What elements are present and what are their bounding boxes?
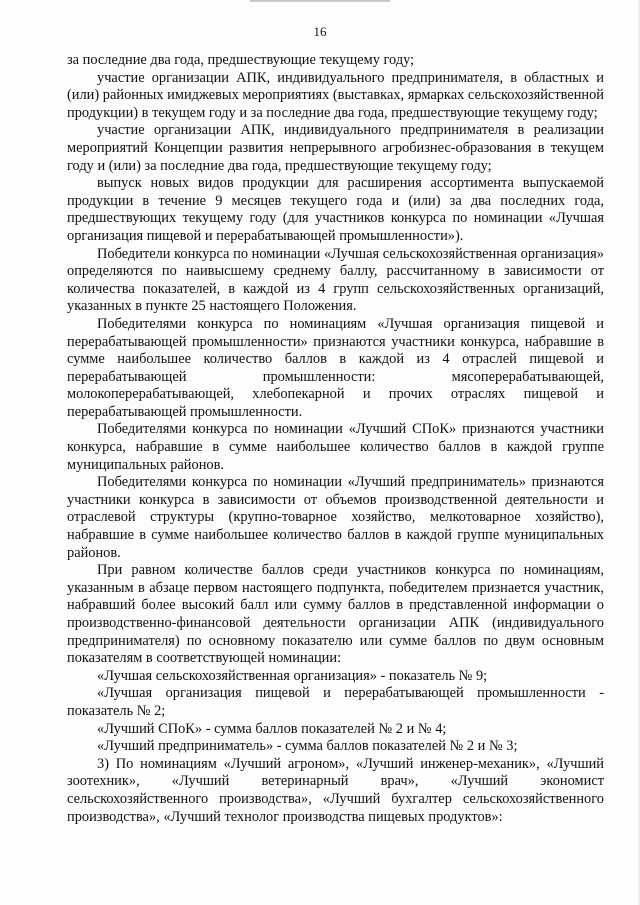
paragraph: «Лучший предприниматель» - сумма баллов показателей № 2 и № 3; — [97, 738, 518, 755]
paragraph: участие организации АПК, индивидуального предпринимателя, в областных и (или) районных имиджевых мероприятиях (выставках, ярмарках сельскохозяйственной продукции) в текущем году и за последние два года, предшествующие текущему году; — [67, 69, 604, 121]
paragraph: Победителями конкурса по номинации «Лучший предприниматель» признаются участники конкурса в зависимости от объемов производственной деятельности и отраслевой структуры (крупно-товарное хозяйство, мелкотоварное хозяйство), набравшие в сумме наибольшее количество баллов в каждой группе муниципальных районов. — [67, 474, 604, 561]
paragraph: «Лучшая сельскохозяйственная организация» - показатель № 9; — [97, 667, 488, 684]
paragraph: При равном количестве баллов среди участников конкурса по номинациям, указанным в абзаце первом настоящего подпункта, победителем признается участник, набравший более высокий балл или сумму баллов в представленной информации о производственно-финансовой деятельности организации АПК (индивидуального предпринимателя) по основному показателю или сумме баллов по двум основным показателям в соответствующей номинации: — [67, 562, 604, 667]
paragraph: 3) По номинациям «Лучший агроном», «Лучший инженер-механик», «Лучший зоотехник», «Лучший ветеринарный врач», «Лучший экономист сельскохозяйственного производства», «Лучший бухгалтер сельскохозяйственного производства», «Лучший технолог производства пищевых продуктов»: — [67, 755, 604, 825]
scan-top-rule — [250, 0, 390, 2]
paragraph: Победителями конкурса по номинации «Лучший СПоК» признаются участники конкурса, набравшие в сумме наибольшее количество баллов в каждой группе муниципальных районов. — [67, 421, 604, 473]
paragraph: выпуск новых видов продукции для расширения ассортимента выпускаемой продукции в течение 9 месяцев текущего года и (или) за два последних года, предшествующих текущему году (для участников конкурса по номинации «Лучшая организация пищевой и перерабатывающей промышленности»). — [67, 175, 604, 244]
paragraph: участие организации АПК, индивидуального предпринимателя в реализации мероприятий Концепции развития непрерывного агробизнес-образования в текущем году и (или) за последние два года, предшествующие текущему году; — [67, 122, 604, 174]
paragraph: Победителями конкурса по номинациям «Лучшая организация пищевой и перерабатывающей промышленности» признаются участники конкурса, набравшие в сумме наибольшее количество баллов в каждой из 4 отраслей пищевой и перерабатывающей промышленности: мясоперерабатывающей, молокоперерабатывающей, хлебопекарной и прочих отраслях пищевой и перерабатывающей промышленности. — [67, 315, 604, 420]
paragraph: «Лучшая организация пищевой и перерабатывающей промышленности - показатель № 2; — [67, 685, 604, 719]
page-number: 16 — [313, 24, 327, 39]
paragraph: «Лучший СПоК» - сумма баллов показателей № 2 и № 4; — [97, 720, 447, 737]
document-body — [67, 52, 604, 826]
paragraph: Победители конкурса по номинации «Лучшая сельскохозяйственная организация» определяются по наивысшему среднему баллу, рассчитанному в зависимости от количества показателей, в каждой из 4 групп сельскохозяйственных организаций, указанных в пункте 25 настоящего Положения. — [67, 245, 604, 315]
paragraph: за последние два года, предшествующие текущему году; — [67, 52, 415, 68]
